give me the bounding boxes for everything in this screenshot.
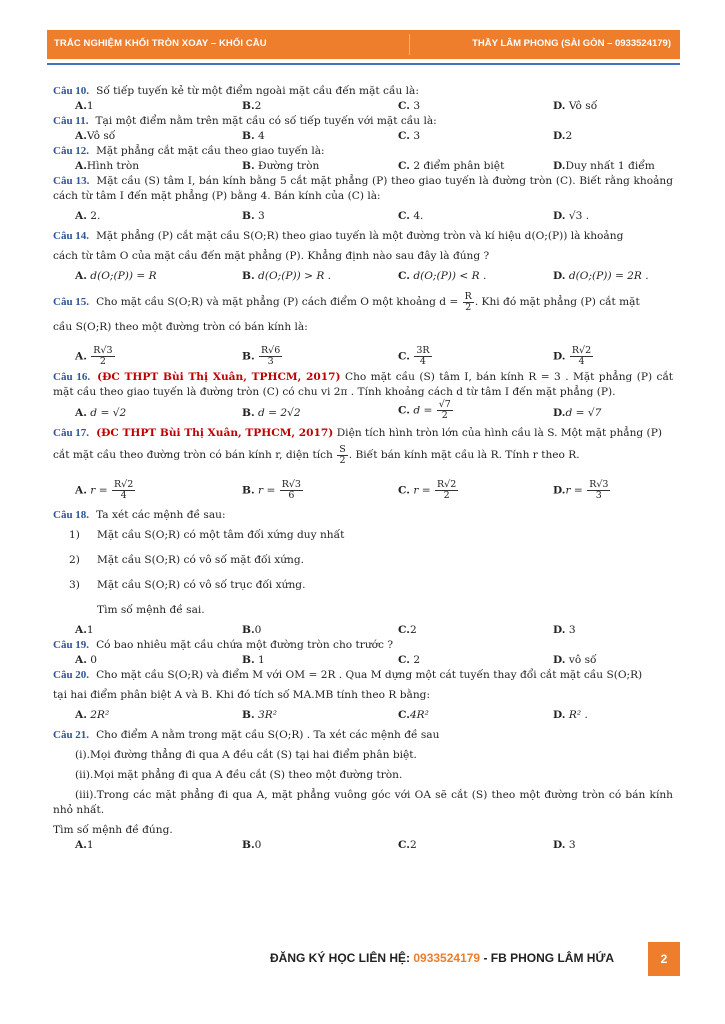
- question-text: Tại một điểm nằm trên mặt cầu có số tiếp tuyến với mặt cầu là:: [95, 115, 437, 127]
- answer-b: Đường tròn: [258, 160, 320, 172]
- question-number: Câu 21.: [53, 729, 90, 741]
- question-21-ask: Tìm số mệnh đề đúng.: [53, 824, 173, 836]
- answer-b: $\frac{R√3}{6}$: [281, 479, 301, 501]
- answer-c: d(O;(P)) < R .: [413, 270, 487, 282]
- question-12: [53, 144, 673, 159]
- answer-c: $\frac{R√2}{2}$: [437, 479, 457, 501]
- answer-a: 2.: [90, 210, 101, 222]
- statement-3: 3) Mặt cầu S(O;R) có vô số trục đối xứng.: [69, 579, 306, 591]
- question-number: Câu 18.: [53, 509, 90, 521]
- answer-row: A.1 B.0 C.2 D. 3: [75, 624, 576, 636]
- question-14-continued: cách từ tâm O của mặt cầu đến mặt phẳng (P). Khẳng định nào sau đây là đúng ?: [53, 250, 490, 262]
- question-14: [53, 229, 673, 244]
- question-19: [53, 638, 673, 653]
- question-13: [53, 174, 673, 204]
- question-number: Câu 17.: [53, 427, 90, 439]
- answer-row: A. d(O;(P)) = R B. d(O;(P)) > R . C. d(O;(P)) < R . D. d(O;(P)) = 2R .: [75, 270, 649, 282]
- question-text: Diện tích hình tròn lớn của hình cầu là S. Một mặt phẳng (P): [336, 427, 662, 439]
- question-15: Câu 15. Cho mặt cầu S(O;R) và mặt phẳng (P) cách điểm O một khoảng d = $\frac{R}{2}$ . Khi đó mặt phẳng (P) cắt mặt: [53, 290, 640, 313]
- question-text: Số tiếp tuyến kẻ từ một điểm ngoài mặt cầu đến mặt cầu là:: [96, 85, 419, 97]
- answer-c: $\frac{√7}{2}$: [438, 399, 451, 421]
- answer-row: A. 2. B. 3 C. 4. D. √3 .: [75, 210, 590, 222]
- answer-d: vô số: [568, 654, 597, 666]
- answer-row: A. r = $\frac{R√2}{4}$ B. r = $\frac{R√3}{6}$ C. r = $\frac{R√2}{2}$ D.r = $\frac{R√3}{3}$: [75, 479, 609, 501]
- answer-d: d = √7: [565, 407, 602, 419]
- statement-1: (i).Mọi đường thẳng đi qua A đều cắt (S) tại hai điểm phân biệt.: [75, 749, 417, 761]
- question-number: Câu 19.: [53, 639, 90, 651]
- answer-c: 2: [409, 624, 417, 636]
- answer-c: $\frac{3R}{4}$: [416, 345, 430, 367]
- question-text: Có bao nhiêu mặt cầu chứa một đường tròn cho trước ?: [96, 639, 394, 651]
- answer-b: 2: [254, 100, 262, 112]
- answer-b: 3: [258, 210, 265, 222]
- answer-b: d(O;(P)) > R .: [258, 270, 332, 282]
- answer-d: R² .: [568, 709, 588, 721]
- answer-row: A.1 B.0 C.2 D. 3: [75, 839, 576, 851]
- question-20: [53, 668, 673, 683]
- question-text: Mặt phẳng cắt mặt cầu theo giao tuyến là:: [96, 145, 325, 157]
- question-21: [53, 728, 673, 743]
- answer-b: 3R²: [258, 709, 277, 721]
- answer-a: 1: [86, 624, 94, 636]
- question-17: [53, 426, 673, 441]
- question-text: Cho mặt cầu S(O;R) và điểm M với OM = 2R . Qua M dựng một cát tuyến thay đổi cắt mặt cầu S(O;R): [96, 669, 643, 681]
- question-source: (ĐC THPT Bùi Thị Xuân, TPHCM, 2017): [97, 371, 341, 383]
- answer-b: 0: [254, 624, 262, 636]
- answer-a: 1: [86, 100, 94, 112]
- answer-d: 3: [568, 839, 576, 851]
- page-number: 2: [648, 942, 680, 976]
- answer-b: 0: [254, 839, 262, 851]
- statement-2: 2) Mặt cầu S(O;R) có vô số mặt đối xứng.: [69, 554, 304, 566]
- answer-row: A.1 B.2 C. 3 D. Vô số: [75, 100, 598, 112]
- page-header: [47, 30, 680, 59]
- answer-row: A. 0 B. 1 C. 2 D. vô số: [75, 654, 597, 666]
- statement-2: (ii).Mọi mặt phẳng đi qua A đều cắt (S) theo một đường tròn.: [75, 769, 403, 781]
- answer-c: 3: [413, 130, 421, 142]
- question-list: [53, 84, 673, 853]
- answer-d: Duy nhất 1 điểm: [565, 160, 655, 172]
- page-footer: [270, 951, 614, 965]
- statement-1: 1) Mặt cầu S(O;R) có một tâm đối xứng duy nhất: [69, 529, 345, 541]
- question-16: [53, 370, 673, 400]
- question-number: Câu 15.: [53, 296, 90, 308]
- question-number: Câu 16.: [53, 371, 91, 383]
- answer-row: A. $\frac{R√3}{2}$ B. $\frac{R√6}{3}$ C. $\frac{3R}{4}$ D. $\frac{R√2}{4}$: [75, 345, 592, 367]
- answer-d: √3 .: [568, 210, 590, 222]
- answer-c: 4.: [413, 210, 424, 222]
- question-number: Câu 20.: [53, 669, 90, 681]
- footer-phone: 0933524179: [413, 951, 481, 965]
- answer-row: A. d = √2 B. d = 2√2 C. d = $\frac{√7}{2}$ D.d = √7: [75, 399, 602, 421]
- answer-b: d = 2√2: [258, 407, 301, 419]
- question-17-continued: cắt mặt cầu theo đường tròn có bán kính r, diện tích $\frac{S}{2}$ . Biết bán kính mặt cầu là R. Tính r theo R.: [53, 443, 580, 466]
- question-text: Ta xét các mệnh đề sau:: [96, 509, 226, 521]
- question-text: Mặt phẳng (P) cắt mặt cầu S(O;R) theo giao tuyến là một đường tròn và kí hiệu d(O;(P)) là khoảng: [96, 230, 624, 242]
- answer-a: 0: [90, 654, 98, 666]
- footer-label: ĐĂNG KÝ HỌC LIÊN HỆ:: [270, 951, 411, 965]
- answer-b: 1: [258, 654, 265, 666]
- answer-c: 2: [413, 654, 421, 666]
- answer-a: 2R²: [90, 709, 110, 721]
- answer-c: 2: [409, 839, 417, 851]
- question-number: Câu 12.: [53, 145, 90, 157]
- question-text: Cho điểm A nằm trong mặt cầu S(O;R) . Ta xét các mệnh đề sau: [96, 729, 440, 741]
- answer-row: A.Hình tròn B. Đường tròn C. 2 điểm phân biệt D.Duy nhất 1 điểm: [75, 160, 655, 172]
- answer-b: $\frac{R√6}{3}$: [261, 345, 281, 367]
- header-right-title: THẦY LÂM PHONG (SÀI GÒN – 0933524179): [472, 38, 671, 49]
- answer-a: 1: [86, 839, 94, 851]
- footer-fb: - FB PHONG LÂM HỨA: [483, 951, 615, 965]
- answer-d: d(O;(P)) = 2R .: [568, 270, 649, 282]
- answer-d: 2: [565, 130, 573, 142]
- question-18: [53, 508, 673, 523]
- answer-a: $\frac{R√2}{4}$: [113, 479, 134, 501]
- question-number: Câu 11.: [53, 115, 89, 127]
- question-number: Câu 13.: [53, 175, 90, 187]
- answer-d: 3: [568, 624, 576, 636]
- question-source: (ĐC THPT Bùi Thị Xuân, TPHCM, 2017): [96, 427, 334, 439]
- header-divider: [409, 34, 410, 55]
- answer-d: $\frac{R√3}{3}$: [589, 479, 609, 501]
- fraction: $\frac{S}{2}$: [339, 443, 346, 466]
- answer-c: 4R²: [409, 709, 429, 721]
- question-10: [53, 84, 673, 99]
- question-text: Cho mặt cầu (S) tâm I, bán kính R = 3 . Mặt phẳng (P) cắt mặt cầu theo giao tuyến là đường tròn (C) có chu vi 2π . Tính khoảng cách d từ tâm I đến mặt phẳng (P).: [53, 371, 674, 398]
- statement-3: (iii).Trong các mặt phẳng đi qua A, mặt phẳng vuông góc với OA sẽ cắt (S) theo một đường tròn có bán kính nhỏ nhất.: [53, 789, 673, 816]
- answer-c: 2 điểm phân biệt: [413, 160, 505, 172]
- header-left-title: TRẮC NGHIỆM KHỐI TRÒN XOAY – KHỐI CẦU: [54, 38, 267, 49]
- answer-a: Hình tròn: [86, 160, 140, 172]
- question-number: Câu 10.: [53, 85, 90, 97]
- answer-a: Vô số: [86, 130, 116, 142]
- question-11: [53, 114, 673, 129]
- answer-a: d(O;(P)) = R: [90, 270, 157, 282]
- header-rule: [47, 63, 680, 65]
- answer-row: A. 2R² B. 3R² C.4R² D. R² .: [75, 709, 588, 721]
- answer-b: 4: [258, 130, 265, 142]
- question-number: Câu 14.: [53, 230, 90, 242]
- answer-c: 3: [413, 100, 421, 112]
- question-15-continued: cầu S(O;R) theo một đường tròn có bán kính là:: [53, 321, 308, 333]
- fraction: $\frac{R}{2}$: [464, 290, 472, 313]
- answer-d: $\frac{R√2}{4}$: [571, 345, 592, 367]
- question-18-ask: Tìm số mệnh đề sai.: [97, 604, 205, 616]
- answer-a: d = √2: [90, 407, 127, 419]
- answer-row: A.Vô số B. 4 C. 3 D.2: [75, 130, 573, 142]
- question-text: Mặt cầu (S) tâm I, bán kính bằng 5 cắt mặt phẳng (P) theo giao tuyến là đường tròn (C). Biết rằng khoảng cách từ tâm I đến mặt phẳng (P) bằng 4. Bán kính của (C) là:: [53, 175, 674, 202]
- question-20-continued: tại hai điểm phân biệt A và B. Khi đó tích số MA.MB tính theo R bằng:: [53, 689, 431, 701]
- answer-d: Vô số: [568, 100, 598, 112]
- answer-a: $\frac{R√3}{2}$: [93, 345, 113, 367]
